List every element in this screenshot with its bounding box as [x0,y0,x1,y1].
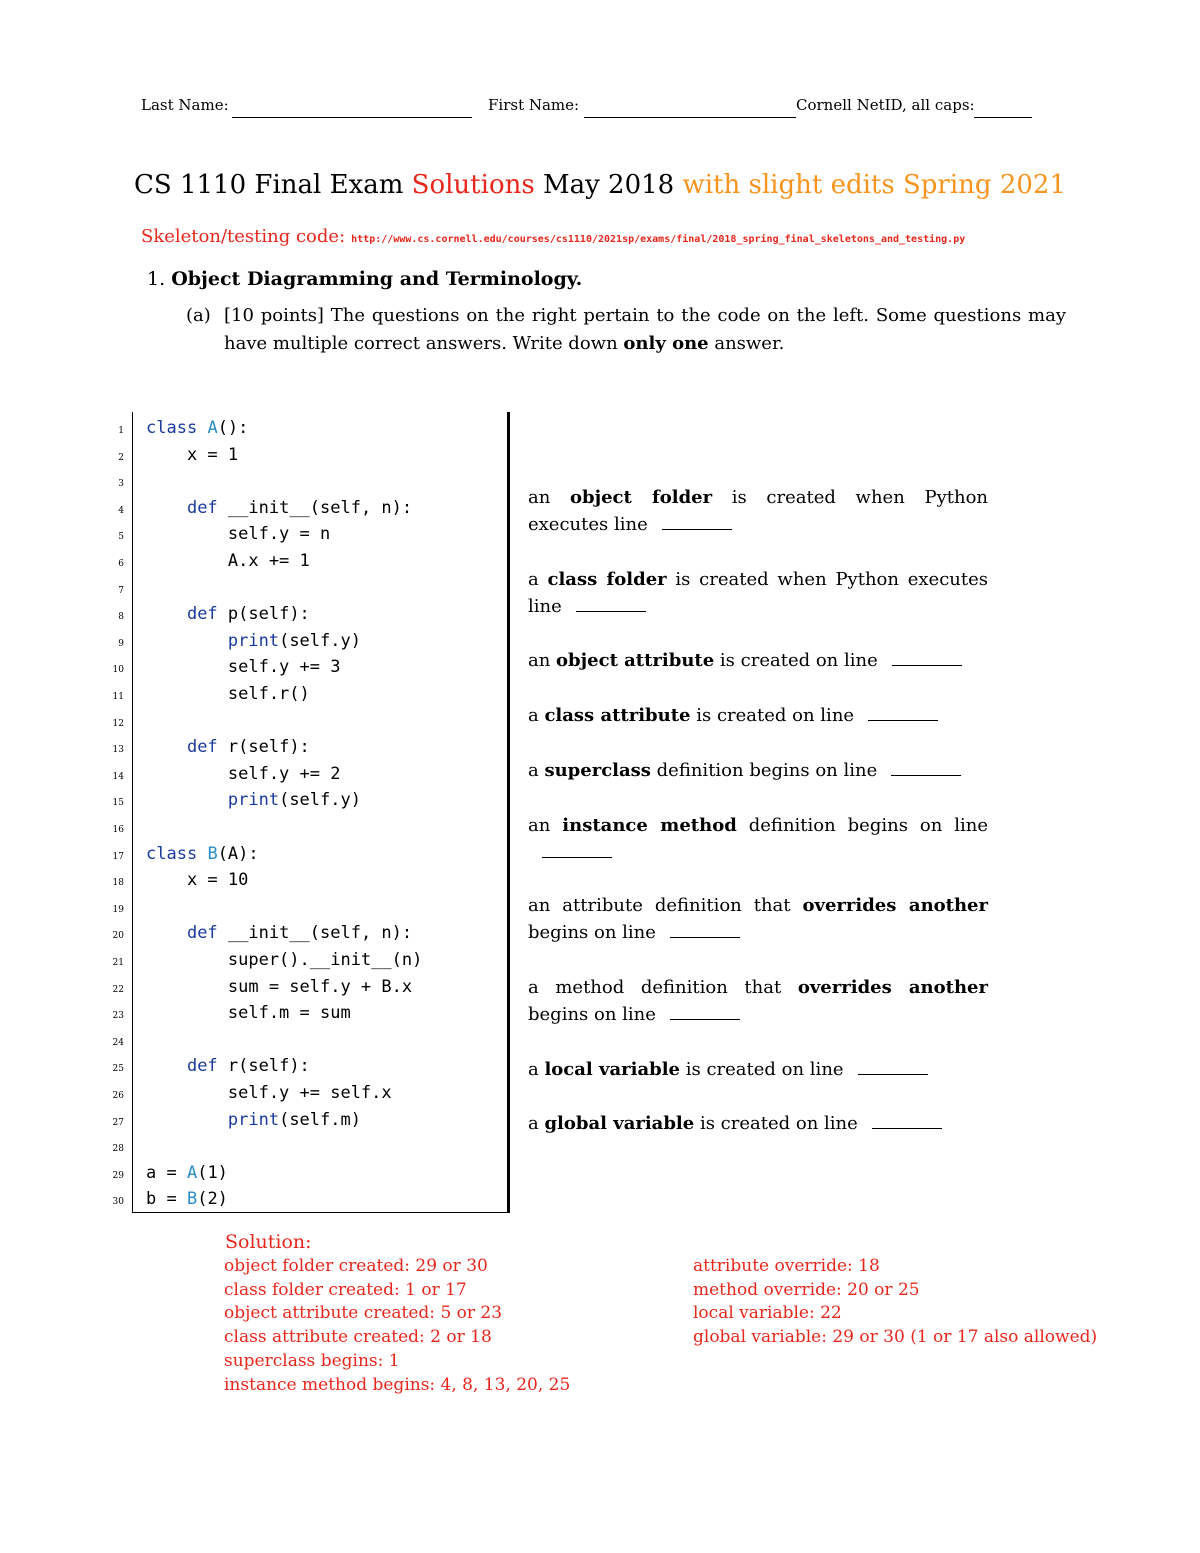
question-instructions [186,302,1066,358]
code-line-number: 2 [118,452,124,463]
skeleton-url-link[interactable]: http://www.cs.cornell.edu/courses/cs1110/2021sp/exams/final/2018_spring_final_skeletons_and_testing.py [351,234,966,245]
code-line-number: 1 [118,426,124,436]
prompt-item [528,812,988,866]
title-solutions: Solutions [411,170,535,200]
sub-text-bold: only one [623,333,709,354]
prompt-text: is created on line [694,1113,858,1134]
code-line-number: 23 [112,1011,124,1022]
prompt-text: an [528,815,563,836]
prompt-item [528,1056,988,1083]
code-line: class A(): [146,418,249,438]
code-line-number: 26 [112,1091,124,1101]
code-line-number: 30 [112,1197,124,1208]
code-line-number: 5 [118,532,124,543]
page-title [0,170,1200,200]
prompt-text: definition begins on line [736,815,989,836]
answer-blank[interactable] [858,1058,928,1075]
answer-blank[interactable] [891,759,961,776]
code-line-number: 22 [112,984,124,995]
question-number: 1. [147,268,166,290]
prompt-text: a [528,1113,545,1134]
code-line: print(self.y) [227,630,361,651]
prompt-text: begins on line [528,922,656,943]
solution-item: local variable: 22 [693,1303,842,1324]
prompt-text: begins on line [528,1004,656,1025]
sub-text-1: [10 points] The questions on the right pertain to the code on the left. Some questions may have multiple correct answers. Write down [224,305,1066,354]
code-line: A.x += 1 [146,551,310,571]
prompt-term: global variable [544,1113,695,1134]
code-line-number: 4 [118,505,124,516]
solution-item: object attribute created: 5 or 23 [224,1303,503,1324]
code-line: x = 1 [146,444,239,465]
code-line: def __init__(self, n): [186,923,413,944]
solution-item: superclass begins: 1 [224,1350,400,1371]
code-line: self.m = sum [146,1003,351,1024]
code-line: print(self.m) [227,1109,361,1130]
code-line: sum = self.y + B.x [146,976,413,997]
code-line-number: 6 [118,559,124,569]
code-line-number: 21 [112,958,124,968]
code-line: a = A(1) [146,1162,228,1183]
answer-blank[interactable] [662,513,732,530]
solution-item: method override: 20 or 25 [693,1279,920,1300]
netid-label: Cornell NetID, all caps: [796,96,975,114]
prompt-term: superclass [544,760,651,781]
code-line: class B(A): [146,843,259,864]
code-line: self.y += 2 [146,763,341,784]
prompt-item [528,1110,988,1137]
code-line-number: 19 [112,904,124,915]
code-line-number: 10 [112,665,124,676]
code-line-number: 28 [112,1144,124,1155]
title-date: May 2018 [542,170,675,200]
prompt-text: a method definition that [528,977,798,998]
skeleton-line [141,226,965,247]
first-name-field[interactable] [584,117,796,118]
prompt-text: a [528,705,545,726]
question-heading [147,268,582,290]
solution-item: instance method begins: 4, 8, 13, 20, 25 [224,1374,571,1395]
netid-field[interactable] [974,117,1032,118]
prompt-item [528,892,988,946]
sub-text-2: answer. [708,333,785,354]
answer-blank[interactable] [868,704,938,721]
code-line: def p(self): [186,604,310,625]
code-line-number: 11 [112,692,124,702]
prompt-term: class attribute [544,705,691,726]
prompt-text: a [528,1059,545,1080]
prompt-item [528,566,988,620]
answer-blank[interactable] [892,649,962,666]
last-name-field[interactable] [232,117,472,118]
prompt-term: object folder [569,487,713,508]
solution-item: class attribute created: 2 or 18 [224,1327,492,1348]
prompt-term: instance method [562,815,737,836]
code-line: b = B(2) [146,1189,228,1210]
solution-heading: Solution: [225,1231,312,1253]
code-line-number: 15 [112,798,124,809]
prompt-text: an [528,650,557,671]
code-line: self.y = n [146,524,331,545]
prompt-text: is created when Python executes line [528,569,988,617]
code-line: def r(self): [186,1056,310,1077]
prompt-text: an attribute definition that [528,895,803,916]
code-line-number: 12 [112,718,124,729]
first-name-label: First Name: [488,96,580,114]
code-line: print(self.y) [227,790,361,811]
answer-blank[interactable] [576,595,646,612]
solution-item: class folder created: 1 or 17 [224,1279,467,1300]
prompt-item [528,484,988,538]
prompt-text: definition begins on line [650,760,878,781]
question-title: Object Diagramming and Terminology. [171,268,583,290]
code-line-number: 9 [118,638,124,649]
prompt-text: is created on line [690,705,855,726]
prompt-item [528,974,988,1028]
prompt-text: an [528,487,570,508]
code-line: self.r() [146,684,310,704]
title-edits: with slight edits Spring 2021 [682,170,1066,200]
solution-item: attribute override: 18 [693,1256,880,1276]
answer-blank[interactable] [872,1112,942,1129]
code-line-number: 7 [118,585,124,596]
prompt-text: is created on line [714,650,878,671]
code-line: def r(self): [186,737,310,758]
prompt-text: is created when Python executes line [528,487,988,535]
prompt-item [528,647,988,674]
code-line-number: 16 [112,825,124,835]
answer-blank[interactable] [670,1003,740,1020]
prompt-text: a [528,569,548,590]
code-line-number: 20 [112,931,124,942]
prompt-term: object attribute [556,650,715,671]
code-line: x = 10 [146,870,249,891]
code-line-number: 17 [112,851,124,862]
sub-marker: (a) [186,305,211,326]
code-line-number: 14 [112,771,124,782]
code-line-number: 25 [112,1064,124,1075]
code-line-number: 29 [112,1170,124,1181]
code-line: self.y += 3 [146,657,341,678]
prompt-term: overrides another [802,895,988,916]
code-line: super().__init__(n) [146,950,423,970]
solution-item: object folder created: 29 or 30 [224,1256,488,1276]
code-line-number: 8 [118,612,124,623]
code-line: self.y += self.x [146,1083,392,1103]
title-course: CS 1110 Final Exam [134,170,404,200]
code-box-right-border [507,412,509,1212]
code-line-number: 27 [112,1117,124,1128]
prompt-term: class folder [547,569,667,590]
code-line-number: 3 [118,479,124,490]
prompt-text: a [528,760,545,781]
code-line-number: 18 [112,878,124,889]
prompt-item [528,757,988,784]
prompt-term: overrides another [797,977,988,998]
skeleton-label: Skeleton/testing code: [141,226,346,247]
prompt-item [528,702,988,729]
code-line-number: 13 [112,745,124,756]
prompt-text: is created on line [680,1059,844,1080]
code-line: def __init__(self, n): [186,497,413,518]
prompt-term: local variable [544,1059,681,1080]
solution-item: global variable: 29 or 30 (1 or 17 also allowed) [693,1327,1098,1348]
last-name-label: Last Name: [141,96,229,114]
code-line-number: 24 [112,1037,124,1048]
answer-blank[interactable] [542,841,612,858]
answer-blank[interactable] [670,921,740,938]
